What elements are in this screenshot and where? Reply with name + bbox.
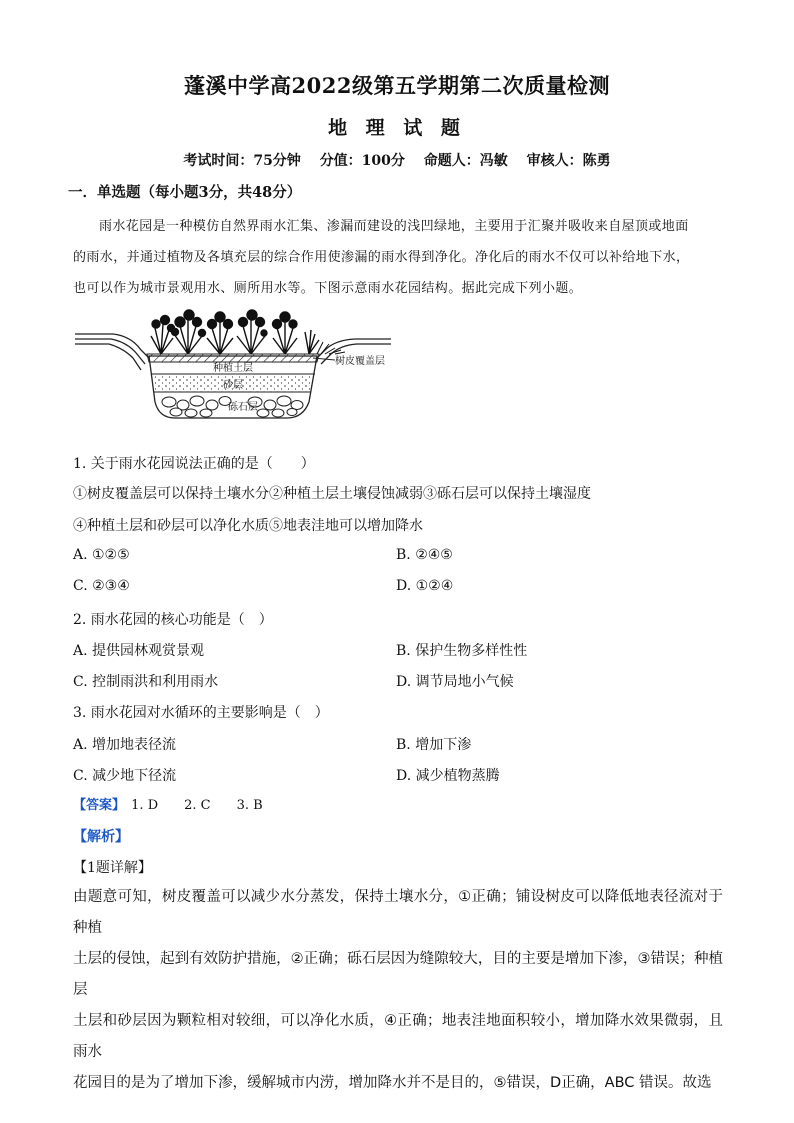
option-c[interactable]: C. 控制雨洪和利用雨水 xyxy=(73,674,219,690)
option-a[interactable]: A. ①②⑤ xyxy=(73,547,130,563)
plants xyxy=(151,310,345,354)
exam-title: 蓬溪中学高2022级第五学期第二次质量检测 xyxy=(184,73,610,98)
passage-line: 的雨水，并通过植物及各填充层的综合作用使渗漏的雨水得到净化。净化后的雨水不仅可以补给地下水， xyxy=(73,250,690,265)
detail-line: 花园目的是为了增加下渗，缓解城市内涝，增加降水并不是目的，⑤错误，D正确，ABC 错误。故选 xyxy=(73,1075,712,1091)
passage-line: 也可以作为城市景观用水、厕所用水等。下图示意雨水花园结构。据此完成下列小题。 xyxy=(73,281,583,296)
question-stem: 1. 关于雨水花园说法正确的是（ ） xyxy=(73,456,315,472)
detail-line: 土层的侵蚀，起到有效防护措施，②正确；砾石层因为缝隙较大，目的主要是增加下渗，③错误；种植层 xyxy=(73,951,723,998)
answer-value: 2. C xyxy=(184,798,211,813)
exam-info xyxy=(0,150,794,170)
option-a[interactable]: A. 提供园林观赏景观 xyxy=(73,643,205,659)
exam-author: 命题人：冯敏 xyxy=(423,153,508,169)
question-stem: 2. 雨水花园的核心功能是（ ） xyxy=(73,612,273,628)
analysis-detail xyxy=(73,882,723,1099)
section-title: 一．单选题（每小题3分，共48分） xyxy=(68,184,302,201)
exam-time: 考试时间：75分钟 xyxy=(183,153,301,169)
detail-title: 【1题详解】 xyxy=(73,860,152,876)
detail-line: 土层和砂层因为颗粒相对较细，可以净化水质，④正确；地表洼地面积较小，增加降水效果微弱，且雨水 xyxy=(73,1013,723,1060)
answer-value: 1. D xyxy=(131,798,159,813)
option-b[interactable]: B. 增加下渗 xyxy=(396,737,472,753)
question-statement: ①树皮覆盖层可以保持土壤水分②种植土层土壤侵蚀减弱③砾石层可以保持土壤湿度 xyxy=(73,486,591,502)
answer-line xyxy=(73,794,289,813)
label-gravel: 砾石层 xyxy=(228,402,258,413)
exam-score: 分值：100分 xyxy=(319,153,405,169)
label-soil: 种植土层 xyxy=(213,363,253,374)
analysis-label: 【解析】 xyxy=(73,829,129,845)
option-c[interactable]: C. ②③④ xyxy=(73,578,130,594)
exam-reviewer: 审核人：陈勇 xyxy=(526,153,611,169)
option-d[interactable]: D. 减少植物蒸腾 xyxy=(396,768,500,784)
label-sand: 砂层 xyxy=(223,380,243,391)
option-a[interactable]: A. 增加地表径流 xyxy=(73,737,177,753)
exam-subtitle: 地 理 试 题 xyxy=(328,117,466,139)
option-d[interactable]: D. 调节局地小气候 xyxy=(396,674,514,690)
passage-line: 雨水花园是一种模仿自然界雨水汇集、渗漏而建设的浅凹绿地，主要用于汇聚并吸收来自屋顶或地面 xyxy=(99,219,689,234)
label-mulch: 树皮覆盖层 xyxy=(335,356,385,367)
answer-label: 【答案】 xyxy=(73,798,126,813)
option-b[interactable]: B. 保护生物多样性性 xyxy=(396,643,528,659)
question-stem: 3. 雨水花园对水循环的主要影响是（ ） xyxy=(73,705,329,721)
option-b[interactable]: B. ②④⑤ xyxy=(396,547,453,563)
rain-garden-diagram xyxy=(73,306,393,428)
option-d[interactable]: D. ①②④ xyxy=(396,578,454,594)
detail-line: 由题意可知，树皮覆盖可以减少水分蒸发，保持土壤水分，①正确；铺设树皮可以降低地表径流对于种植 xyxy=(73,889,723,936)
option-c[interactable]: C. 减少地下径流 xyxy=(73,768,177,784)
answer-value: 3. B xyxy=(236,798,263,813)
question-statement: ④种植土层和砂层可以净化水质⑤地表洼地可以增加降水 xyxy=(73,518,423,534)
